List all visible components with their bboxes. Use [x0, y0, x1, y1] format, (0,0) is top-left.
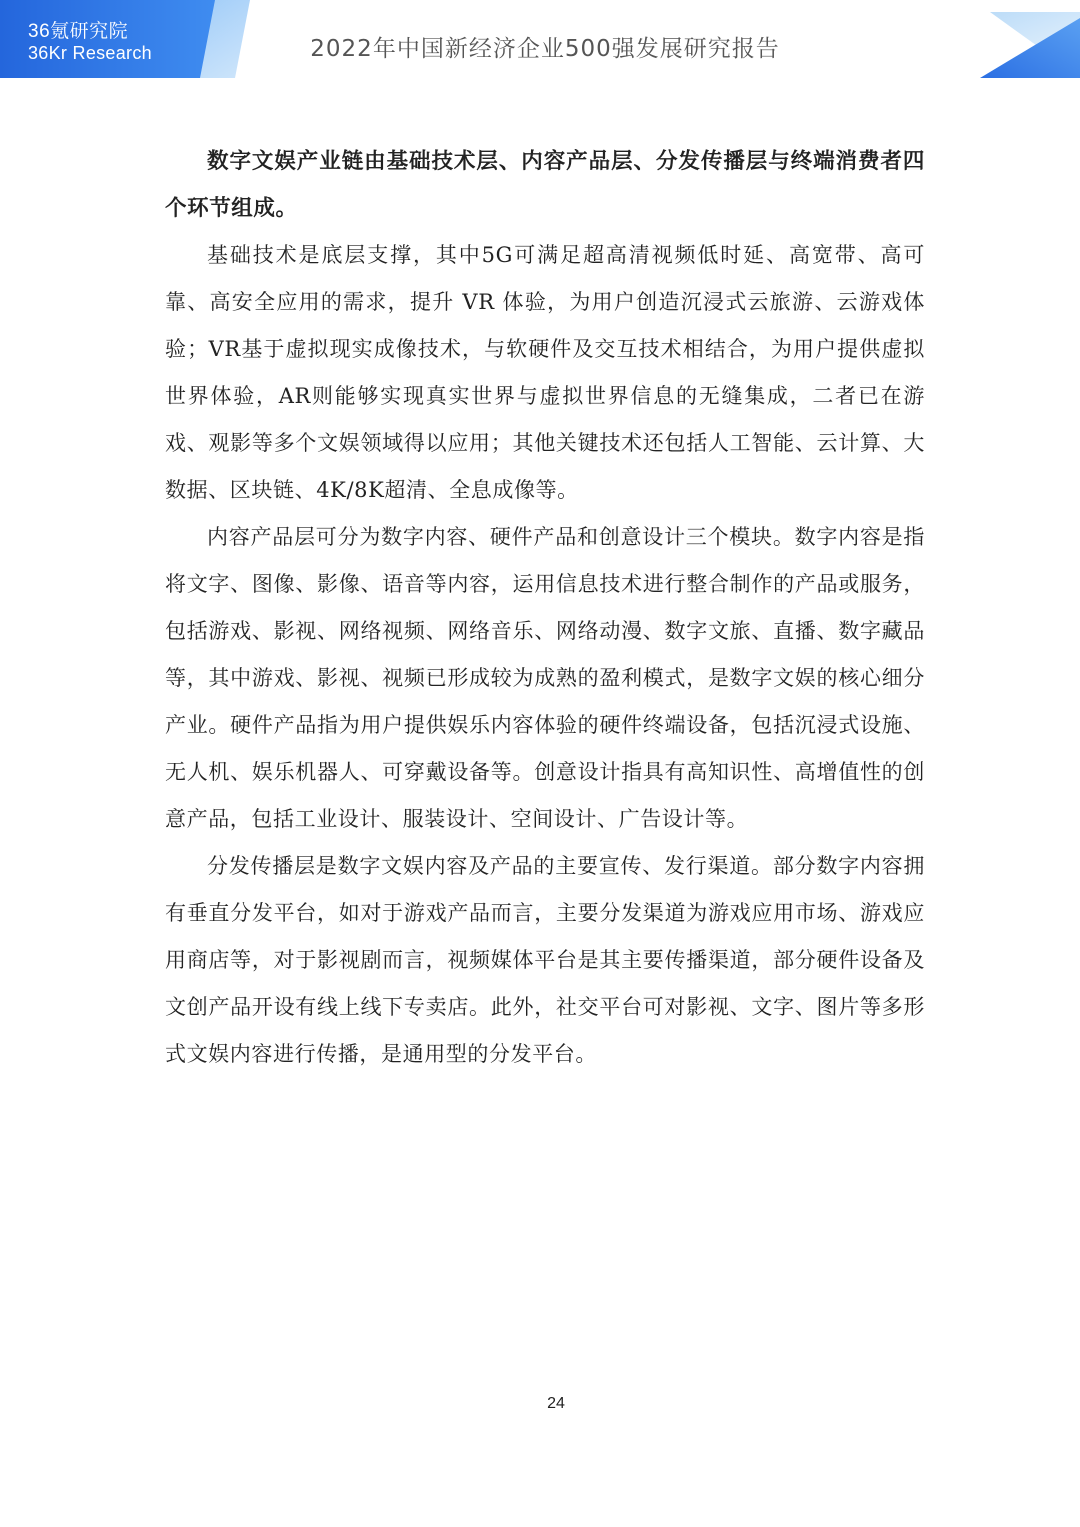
paragraph-distribution: 分发传播层是数字文娱内容及产品的主要宣传、发行渠道。部分数字内容拥有垂直分发平台，如对于游戏产品而言，主要分发渠道为游戏应用市场、游戏应用商店等，对于影视剧而言，视频媒体平台是其主要传播渠道，部分硬件设备及文创产品开设有线上线下专卖店。此外，社交平台可对影视、文字、图片等多形式文娱内容进行传播，是通用型的分发平台。 [165, 854, 925, 1066]
logo-english-name: 36Kr Research [28, 42, 152, 63]
corner-decoration [980, 12, 1080, 78]
page-number: 24 [547, 1395, 565, 1412]
lead-paragraph: 数字文娱产业链由基础技术层、内容产品层、分发传播层与终端消费者四个环节组成。 [165, 149, 925, 221]
logo-chinese-name: 36氪研究院 [28, 21, 129, 42]
report-title: 2022年中国新经济企业500强发展研究报告 [310, 36, 780, 62]
page-header [0, 0, 1080, 82]
paragraph-content-products: 内容产品层可分为数字内容、硬件产品和创意设计三个模块。数字内容是指将文字、图像、影像、语音等内容，运用信息技术进行整合制作的产品或服务，包括游戏、影视、网络视频、网络音乐、网络动漫、数字文旅、直播、数字藏品等，其中游戏、影视、视频已形成较为成熟的盈利模式，是数字文娱的核心细分产业。硬件产品指为用户提供娱乐内容体验的硬件终端设备，包括沉浸式设施、无人机、娱乐机器人、可穿戴设备等。创意设计指具有高知识性、高增值性的创意产品，包括工业设计、服装设计、空间设计、广告设计等。 [165, 525, 925, 831]
paragraph-foundation-tech: 基础技术是底层支撑，其中5G可满足超高清视频低时延、高宽带、高可靠、高安全应用的需求，提升 VR 体验，为用户创造沉浸式云旅游、云游戏体验；VR基于虚拟现实成像技术，与软硬件及交互技术相结合，为用户提供虚拟世界体验，AR则能够实现真实世界与虚拟世界信息的无缝集成，二者已在游戏、观影等多个文娱领域得以应用；其他关键技术还包括人工智能、云计算、大数据、区块链、4K/8K超清、全息成像等。 [165, 243, 925, 502]
brand-logo [28, 22, 198, 64]
article-body [165, 138, 925, 1078]
